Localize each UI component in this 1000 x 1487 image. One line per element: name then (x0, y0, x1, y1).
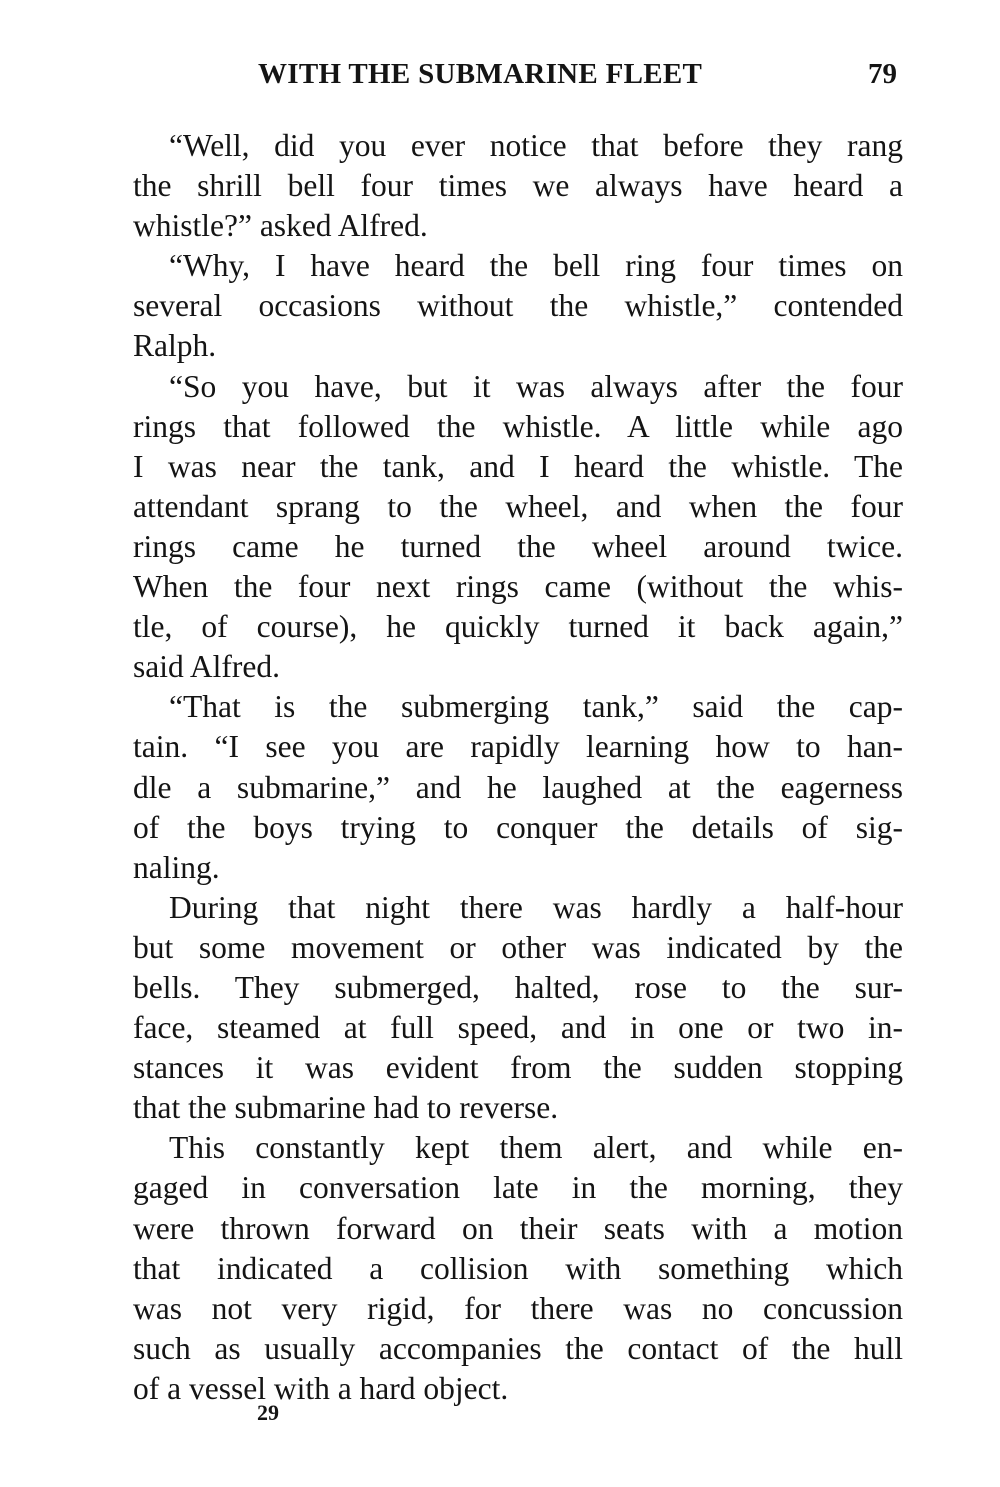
text-line: “So you have, but it was always after the four (169, 368, 903, 404)
text-line: were thrown forward on their seats with a motion (133, 1210, 903, 1246)
text-line: tle, of course), he quickly turned it back again,” (133, 609, 903, 645)
text-line: such as usually accompanies the contact of the hull (133, 1330, 903, 1366)
text-line: that indicated a collision with something which (133, 1250, 903, 1286)
text-line: “That is the submerging tank,” said the cap- (169, 689, 903, 725)
signature-mark: 29 (257, 1400, 279, 1425)
text-line: of a vessel with a hard object. (133, 1370, 509, 1406)
text-line: dle a submarine,” and he laughed at the eagerness (133, 769, 903, 805)
text-line: bells. They submerged, halted, rose to the sur- (133, 969, 903, 1005)
running-title: WITH THE SUBMARINE FLEET (258, 58, 703, 90)
text-line: tain. “I see you are rapidly learning how to han- (133, 729, 903, 765)
text-line: I was near the tank, and I heard the whistle. The (133, 448, 903, 484)
text-line: was not very rigid, for there was no concussion (133, 1290, 903, 1326)
text-line: gaged in conversation late in the morning, they (133, 1170, 903, 1206)
text-line: but some movement or other was indicated by the (133, 929, 903, 965)
text-line: attendant sprang to the wheel, and when the four (133, 488, 903, 524)
text-line: Ralph. (133, 328, 217, 364)
text-line: This constantly kept them alert, and while en- (169, 1130, 903, 1166)
text-line: whistle?” asked Alfred. (133, 208, 428, 244)
body-text (133, 126, 903, 1409)
text-line: rings came he turned the wheel around twice. (133, 528, 903, 564)
text-line: that the submarine had to reverse. (133, 1090, 559, 1126)
text-line: of the boys trying to conquer the details of sig- (133, 809, 903, 845)
text-line: said Alfred. (133, 649, 280, 685)
text-line: “Why, I have heard the bell ring four times on (169, 248, 903, 284)
text-line: naling. (133, 849, 220, 885)
text-line: rings that followed the whistle. A little while ago (133, 408, 903, 444)
text-line: During that night there was hardly a half-hour (169, 889, 903, 925)
text-line: face, steamed at full speed, and in one or two in- (133, 1010, 903, 1046)
text-line: “Well, did you ever notice that before they rang (169, 128, 903, 163)
text-line: the shrill bell four times we always have heard a (133, 168, 903, 204)
running-header (0, 58, 1000, 98)
text-line: stances it was evident from the sudden stopping (133, 1050, 903, 1086)
text-line: several occasions without the whistle,” contended (133, 288, 903, 324)
text-line: When the four next rings came (without the whis- (133, 569, 903, 605)
page-number: 79 (868, 58, 897, 90)
